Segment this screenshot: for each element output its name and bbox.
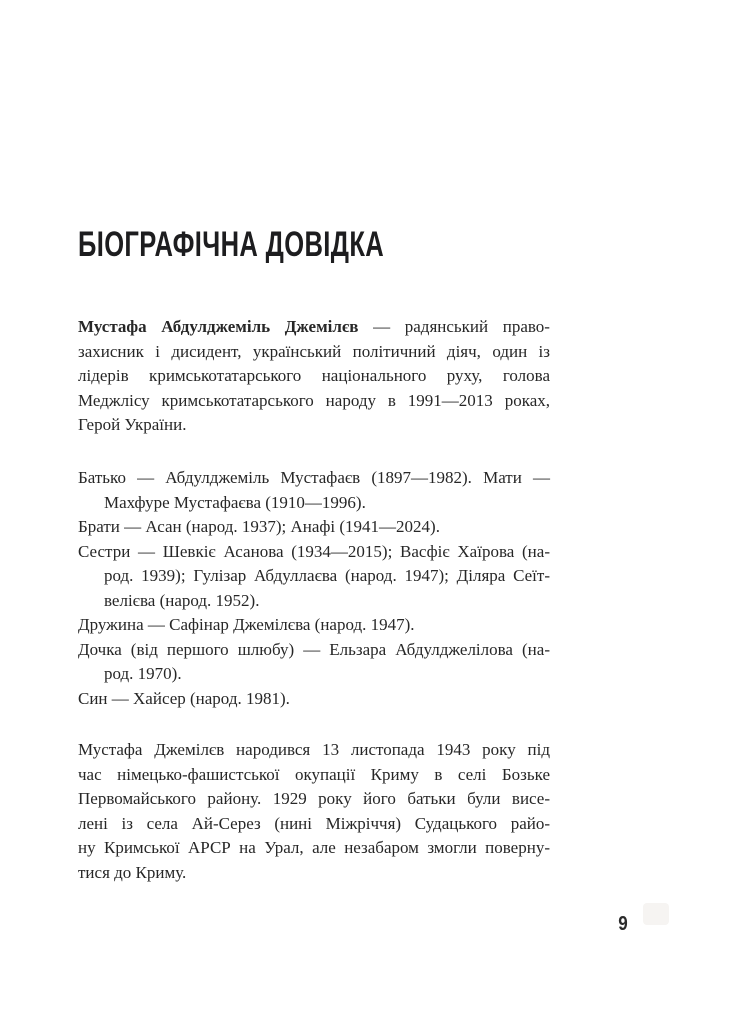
- family-entry-daughter: [78, 638, 550, 687]
- text-line: Дочка (від першого шлюбу) — Ельзара Абдулджелілова (на-: [78, 639, 550, 659]
- text-line-rest: — радянський право-: [358, 317, 550, 336]
- family-list: [78, 466, 550, 711]
- family-entry-sisters: [78, 540, 550, 614]
- text-line: [78, 315, 550, 340]
- text-line: ну Кримської АРСР на Урал, але незабаром змогли поверну-: [78, 838, 550, 857]
- text-line: Батько — Абдулджеміль Мустафаєв (1897—1982). Мати —: [78, 468, 550, 487]
- text-line: Сестри — Шевкіє Асанова (1934—2015); Васфіє Хаїрова (на-: [78, 541, 550, 561]
- text-line: час німецько-фашистської окупації Криму в селі Бозьке: [78, 764, 550, 784]
- bio-paragraph: [78, 738, 550, 885]
- text-line: Махфуре Мустафаєва (1910—1996).: [104, 492, 366, 512]
- page-number: 9: [618, 913, 628, 935]
- text-line: лені із села Ай-Серез (нині Міжріччя) Судацького райо-: [78, 813, 550, 833]
- text-line: лідерів кримськотатарського національного руху, голова: [78, 366, 550, 385]
- text-line: Син — Хайсер (народ. 1981).: [78, 688, 290, 708]
- scan-smudge: [643, 903, 669, 925]
- text-line: Герой України.: [78, 415, 187, 434]
- text-line: Брати — Асан (народ. 1937); Анафі (1941—2024).: [78, 517, 440, 536]
- intro-paragraph: [78, 315, 550, 438]
- family-entry-father-mother: [78, 466, 550, 515]
- text-line: тися до Криму.: [78, 862, 187, 882]
- family-entry-wife: [78, 613, 550, 638]
- text-line: Мустафа Джемілєв народився 13 листопада 1943 року під: [78, 740, 550, 759]
- text-line: род. 1970).: [104, 664, 182, 683]
- text-line: Меджлісу кримськотатарського народу в 1991—2013 роках,: [78, 390, 550, 410]
- section-heading: БІОГРАФІЧНА ДОВІДКА: [78, 225, 385, 265]
- family-entry-son: [78, 687, 550, 712]
- text-line: велієва (народ. 1952).: [104, 590, 260, 610]
- text-line: захисник і дисидент, український політичний діяч, один із: [78, 341, 550, 361]
- text-line: Дружина — Сафінар Джемілєва (народ. 1947).: [78, 615, 415, 634]
- person-name: Мустафа Абдулджеміль Джемілєв: [78, 317, 359, 336]
- text-line: род. 1939); Гулізар Абдуллаєва (народ. 1947); Діляра Сеїт-: [104, 566, 550, 585]
- family-entry-brothers: [78, 515, 550, 540]
- text-line: Первомайського району. 1929 року його батьки були висе-: [78, 789, 550, 808]
